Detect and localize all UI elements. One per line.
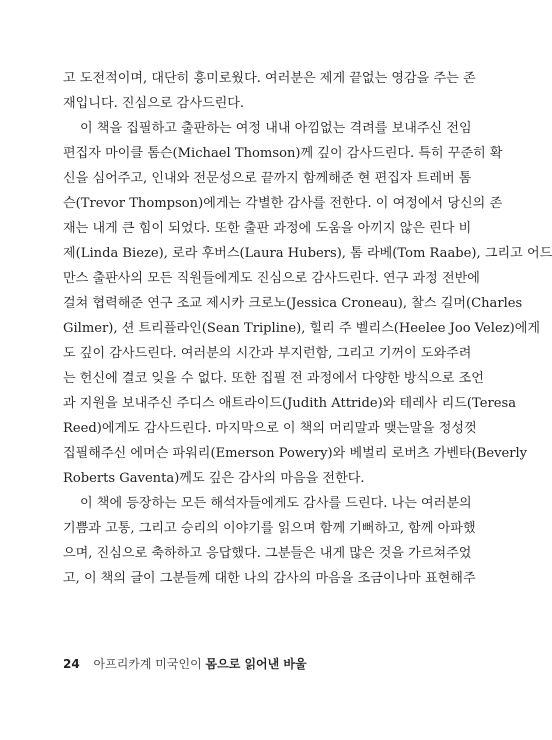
text-line: 기쁨과 고통, 그리고 승리의 이야기를 읽으며 함께 기뻐하고, 함께 아파했 [63,521,476,536]
book-title: 아프리카계 미국인이 [93,657,202,671]
text-line: 걸쳐 협력해준 연구 조교 제시카 크로노(Jessica Croneau), 찰스 길머(Charles [63,296,523,311]
book-title-emphasis: 몸으로 읽어낸 바울 [205,657,307,671]
text-line: Reed)에게도 감사드린다. 마지막으로 이 책의 머리말과 맺는말을 정성껏 [63,421,477,436]
text-line: 집필해주신 에머슨 파워리(Emerson Powery)와 베벌리 로버츠 가벤타(Beverly [63,446,528,461]
text-line: 신을 심어주고, 인내와 전문성으로 끝까지 함께해준 현 편집자 트레버 톰 [63,171,472,186]
text-line: 고, 이 책의 글이 그분들께 대한 나의 감사의 마음을 조금이나마 표현해주 [63,571,476,586]
text-line: 슨(Trevor Thompson)에게는 각별한 감사를 전한다. 이 여정에서 당신의 존 [63,196,503,211]
text-line: 재는 내게 큰 힘이 되었다. 또한 출판 과정에 도움을 아끼지 않은 린다 비 [63,221,472,236]
text-line: 도 깊이 감사드린다. 여러분의 시간과 부지런함, 그리고 기꺼이 도와주려 [63,346,472,361]
text-line: 과 지원을 보내주신 주디스 애트라이드(Judith Attride)와 테레사 리드(Teresa [63,396,516,411]
page-footer [63,655,443,672]
text-line: 편집자 마이클 톰슨(Michael Thomson)께 깊이 감사드린다. 특히 꾸준히 확 [63,146,503,161]
text-line: 는 헌신에 결코 잊을 수 없다. 또한 집필 전 과정에서 다양한 방식으로 조언 [63,371,484,386]
text-line: 재입니다. 진심으로 감사드린다. [63,96,245,111]
text-line: 만스 출판사의 모든 직원들에게도 진심으로 감사드린다. 연구 과정 전반에 [63,271,480,286]
text-line: 고 도전적이며, 대단히 흥미로웠다. 여러분은 제게 끝없는 영감을 주는 존 [63,71,476,86]
page-number: 24 [63,657,80,671]
text-line: Roberts Gaventa)께도 깊은 감사의 마음을 전한다. [63,471,365,486]
text-line: 이 책을 집필하고 출판하는 여정 내내 아낌없는 격려를 보내주신 전임 [80,121,472,136]
text-line: 으며, 진심으로 축하하고 응답했다. 그분들은 내게 많은 것을 가르쳐주었 [63,546,472,561]
body-text [63,66,552,591]
text-line: 제(Linda Bieze), 로라 후버스(Laura Hubers), 톰 라베(Tom Raabe), 그리고 어드 [63,246,552,261]
text-line: Gilmer), 션 트리플라인(Sean Tripline), 힐리 주 벨리스(Heelee Joo Velez)에게 [63,321,541,336]
text-line: 이 책에 등장하는 모든 해석자들에게도 감사를 드린다. 나는 여러분의 [80,496,472,511]
